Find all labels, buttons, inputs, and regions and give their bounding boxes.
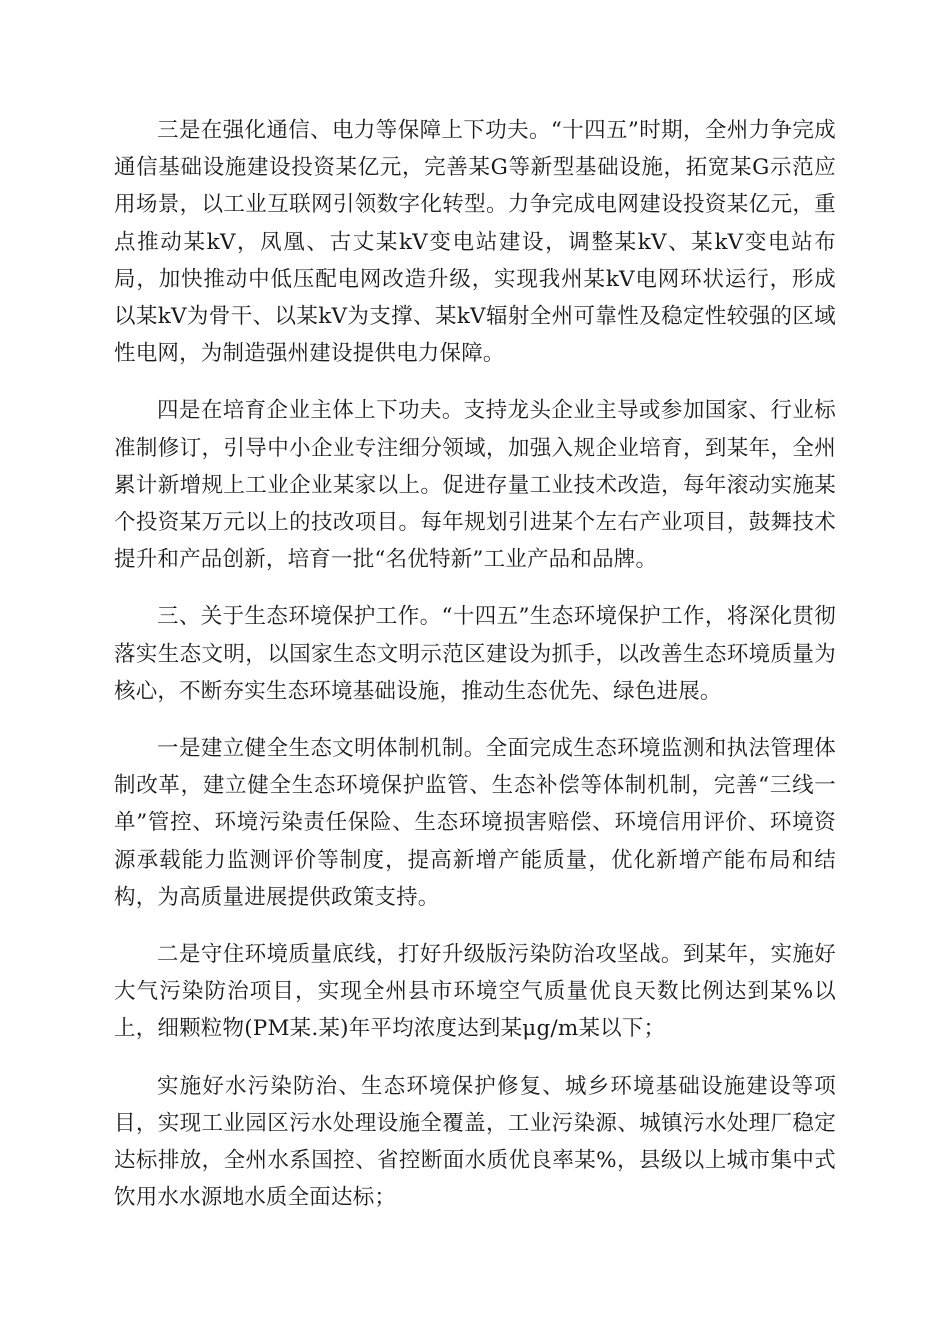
document-page [114, 112, 836, 1236]
paragraph-air-pollution: 二是守住环境质量底线，打好升级版污染防治攻坚战。到某年，实施好大气污染防治项目，实现全州县市环境空气质量优良天数比例达到某%以上，细颗粒物(PM某.某)年平均浓度达到某μg/m某以下； [114, 942, 836, 1042]
paragraph-power-infrastructure: 三是在强化通信、电力等保障上下功夫。“十四五”时期，全州力争完成通信基础设施建设投资某亿元，完善某G等新型基础设施，拓宽某G示范应用场景，以工业互联网引领数字化转型。力争完成电网建设投资某亿元，重点推动某kV，凤凰、古丈某kV变电站建设，调整某kV、某kV变电站布局，加快推动中低压配电网改造升级，实现我州某kV电网环状运行，形成以某kV为骨干、以某kV为支撑、某kV辐射全州可靠性及稳定性较强的区域性电网，为制造强州建设提供电力保障。 [114, 118, 836, 367]
paragraph-ecology-section-heading: 三、关于生态环境保护工作。“十四五”生态环境保护工作，将深化贯彻落实生态文明，以国家生态文明示范区建设为抓手，以改善生态环境质量为核心，不断夯实生态环境基础设施，推动生态优先、绿色进展。 [114, 604, 836, 704]
paragraph-enterprise-cultivation: 四是在培育企业主体上下功夫。支持龙头企业主导或参加国家、行业标准制修订，引导中小企业专注细分领域，加强入规企业培育，到某年，全州累计新增规上工业企业某家以上。促进存量工业技术改造，每年滚动实施某个投资某万元以上的技改项目。每年规划引进某个左右产业项目，鼓舞技术提升和产品创新，培育一批“名优特新”工业产品和品牌。 [114, 398, 836, 573]
paragraph-ecology-institutions: 一是建立健全生态文明体制机制。全面完成生态环境监测和执法管理体制改革，建立健全生态环境保护监管、生态补偿等体制机制，完善“三线一单”管控、环境污染责任保险、生态环境损害赔偿、环境信用评价、环境资源承载能力监测评价等制度，提高新增产能质量，优化新增产能布局和结构，为高质量进展提供政策支持。 [114, 736, 836, 910]
paragraph-water-pollution: 实施好水污染防治、生态环境保护修复、城乡环境基础设施建设等项目，实现工业园区污水处理设施全覆盖，工业污染源、城镇污水处理厂稳定达标排放，全州水系国控、省控断面水质优良率某%，县级以上城市集中式饮用水水源地水质全面达标； [114, 1073, 836, 1211]
